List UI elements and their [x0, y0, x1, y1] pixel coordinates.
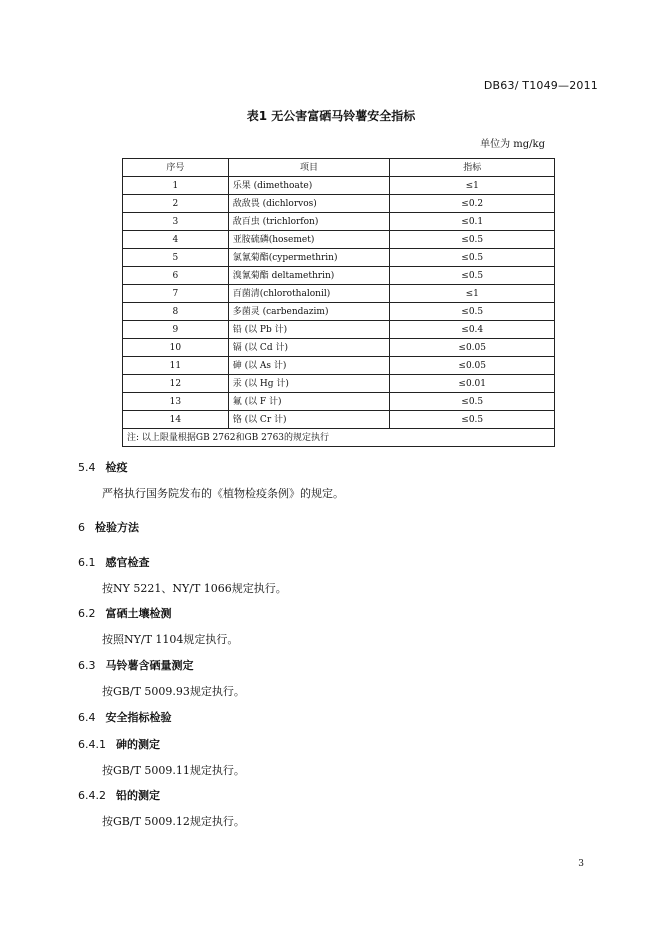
table-row — [123, 285, 555, 303]
cell-serial: 3 — [123, 213, 229, 231]
cell-limit: ≤0.5 — [390, 267, 555, 285]
table-row — [123, 195, 555, 213]
section-title: 马铃薯含硒量测定 — [105, 659, 194, 672]
table-row — [123, 339, 555, 357]
section-text-6-2: 按照NY/T 1104规定执行。 — [102, 633, 239, 646]
cell-item: 敌敌畏 (dichlorvos) — [228, 195, 390, 213]
section-title: 富硒土壤检测 — [105, 607, 172, 620]
cell-serial: 9 — [123, 321, 229, 339]
section-number: 6.2 — [78, 607, 96, 620]
table-row — [123, 357, 555, 375]
cell-serial: 12 — [123, 375, 229, 393]
cell-item: 敌百虫 (trichlorfon) — [228, 213, 390, 231]
cell-serial: 4 — [123, 231, 229, 249]
section-heading-6-2 — [78, 605, 172, 621]
table-row — [123, 393, 555, 411]
table-header-row — [123, 159, 555, 177]
cell-serial: 8 — [123, 303, 229, 321]
section-text-6-3: 按GB/T 5009.93规定执行。 — [102, 685, 245, 698]
section-heading-5-4 — [78, 459, 128, 475]
cell-serial: 2 — [123, 195, 229, 213]
cell-serial: 6 — [123, 267, 229, 285]
cell-limit: ≤0.5 — [390, 303, 555, 321]
section-number: 6.1 — [78, 556, 96, 569]
column-header-item: 项目 — [228, 159, 390, 177]
cell-item: 铅 (以 Pb 计) — [228, 321, 390, 339]
cell-serial: 5 — [123, 249, 229, 267]
table-body — [123, 177, 555, 429]
cell-serial: 1 — [123, 177, 229, 195]
cell-limit: ≤0.1 — [390, 213, 555, 231]
section-title: 铅的测定 — [116, 789, 160, 802]
page-number: 3 — [578, 859, 584, 869]
cell-serial: 11 — [123, 357, 229, 375]
safety-indicator-table — [122, 158, 555, 447]
section-text-6-1: 按NY 5221、NY/T 1066规定执行。 — [102, 582, 287, 595]
section-number: 6 — [78, 521, 85, 534]
cell-limit: ≤1 — [390, 177, 555, 195]
cell-item: 铬 (以 Cr 计) — [228, 411, 390, 429]
cell-limit: ≤0.01 — [390, 375, 555, 393]
section-number: 6.3 — [78, 659, 96, 672]
section-heading-6-3 — [78, 657, 194, 673]
table-title: 表1 无公害富硒马铃薯安全指标 — [246, 109, 416, 123]
cell-serial: 7 — [123, 285, 229, 303]
table-note: 注: 以上限量根据GB 2762和GB 2763的规定执行 — [123, 429, 555, 447]
cell-limit: ≤0.4 — [390, 321, 555, 339]
section-title: 检疫 — [105, 461, 128, 474]
section-text-6-4-1: 按GB/T 5009.11规定执行。 — [102, 764, 245, 777]
table-note-row — [123, 429, 555, 447]
cell-serial: 13 — [123, 393, 229, 411]
cell-serial: 10 — [123, 339, 229, 357]
table-row — [123, 213, 555, 231]
cell-item: 百菌清(chlorothalonil) — [228, 285, 390, 303]
cell-limit: ≤0.5 — [390, 249, 555, 267]
section-title: 感官检查 — [105, 556, 150, 569]
cell-item: 溴氰菊酯 deltamethrin) — [228, 267, 390, 285]
cell-item: 汞 (以 Hg 计) — [228, 375, 390, 393]
section-number: 5.4 — [78, 461, 96, 474]
section-heading-6 — [78, 519, 139, 535]
cell-item: 乐果 (dimethoate) — [228, 177, 390, 195]
section-number: 6.4.1 — [78, 738, 106, 751]
cell-item: 氟 (以 F 计) — [228, 393, 390, 411]
table-row — [123, 231, 555, 249]
cell-item: 亚胺硫磷(hosemet) — [228, 231, 390, 249]
section-title: 检验方法 — [95, 521, 139, 534]
cell-limit: ≤1 — [390, 285, 555, 303]
table-row — [123, 411, 555, 429]
section-number: 6.4 — [78, 711, 96, 724]
column-header-serial: 序号 — [123, 159, 229, 177]
document-code: DB63/ T1049—2011 — [483, 79, 598, 92]
section-number: 6.4.2 — [78, 789, 106, 802]
table-row — [123, 249, 555, 267]
cell-item: 镉 (以 Cd 计) — [228, 339, 390, 357]
table-row — [123, 375, 555, 393]
table-row — [123, 321, 555, 339]
section-heading-6-4-1 — [78, 736, 160, 752]
cell-limit: ≤0.5 — [390, 393, 555, 411]
section-text-6-4-2: 按GB/T 5009.12规定执行。 — [102, 815, 245, 828]
cell-limit: ≤0.05 — [390, 357, 555, 375]
section-text-5-4: 严格执行国务院发布的《植物检疫条例》的规定。 — [102, 487, 344, 500]
cell-serial: 14 — [123, 411, 229, 429]
table-row — [123, 267, 555, 285]
cell-limit: ≤0.5 — [390, 411, 555, 429]
column-header-limit: 指标 — [390, 159, 555, 177]
section-heading-6-1 — [78, 554, 150, 570]
section-title: 安全指标检验 — [105, 711, 172, 724]
cell-item: 多菌灵 (carbendazim) — [228, 303, 390, 321]
section-heading-6-4 — [78, 709, 172, 725]
cell-limit: ≤0.05 — [390, 339, 555, 357]
cell-limit: ≤0.5 — [390, 231, 555, 249]
table-row — [123, 177, 555, 195]
cell-item: 砷 (以 As 计) — [228, 357, 390, 375]
cell-item: 氯氰菊酯(cypermethrin) — [228, 249, 390, 267]
section-heading-6-4-2 — [78, 787, 160, 803]
section-title: 砷的测定 — [116, 738, 160, 751]
table-row — [123, 303, 555, 321]
table-unit: 单位为 mg/kg — [480, 139, 545, 150]
cell-limit: ≤0.2 — [390, 195, 555, 213]
